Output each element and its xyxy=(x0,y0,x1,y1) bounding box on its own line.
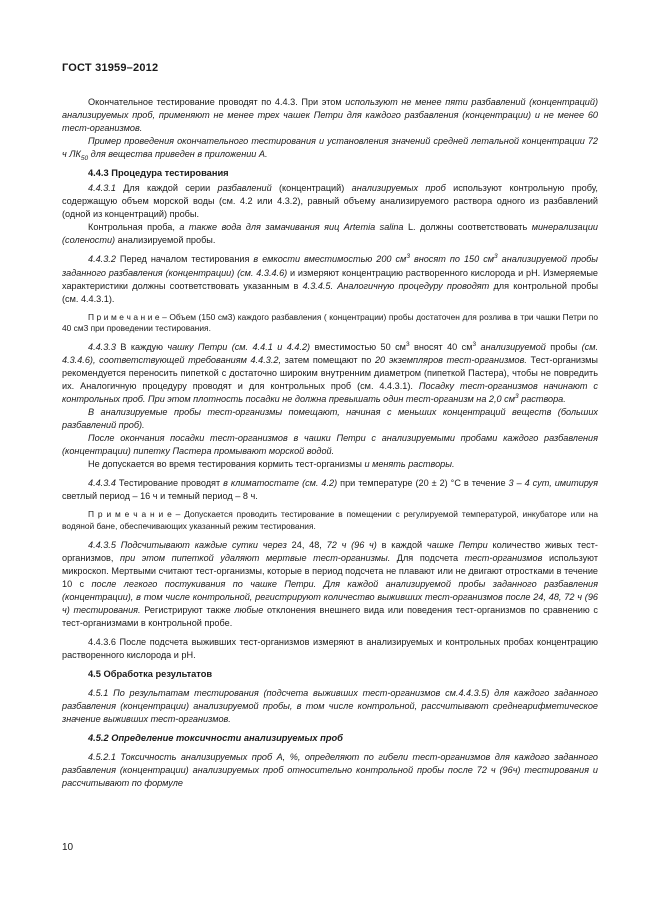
document-body xyxy=(62,96,598,790)
text-segment: 4.5 Обработка результатов xyxy=(88,669,213,680)
text-segment: Регистрируют также xyxy=(140,604,235,615)
text-segment: используют не менее пяти разбавлений (концентраций) анализируемых проб, применяют не менее трех чашек Петри для каждого разбавления (концентрации) и не менее 60 тест-организмов. xyxy=(62,97,598,134)
text-segment: Тестирование проводят xyxy=(115,478,224,489)
text-segment: Окончательное тестирование проводят по 4.4.3. При этом xyxy=(88,97,346,107)
paragraph xyxy=(62,96,598,135)
text-segment: пробы xyxy=(545,341,582,352)
text-segment: тест-организмов xyxy=(464,552,543,563)
section-heading xyxy=(62,167,598,180)
text-segment: (концентраций) xyxy=(271,183,352,194)
page-number: 10 xyxy=(62,842,74,853)
text-segment: чашке Петри xyxy=(426,539,488,550)
text-segment: 4.4.3.6 После подсчета выживших тест-организмов измеряют в анализируемых и контрольных пробах концентрацию растворенного кислорода и рН. xyxy=(62,636,598,660)
text-segment: 4.4.3.5 xyxy=(88,539,116,550)
text-segment: 72 ч (96 ч) xyxy=(326,539,377,550)
text-segment: 4.5.1 По результатам тестирования (подсчета выживших тест-организмов см.4.4.3.5) для каждого заданного разбавления (концентрации) анализируемой пробы, в том числе контрольной, рассчитывают среднеарифметическое значение выживших тест-организмов. xyxy=(62,688,598,725)
text-segment: 4.4.3.2 xyxy=(88,254,116,265)
text-segment: в емкости вместимостью 200 см xyxy=(253,254,407,265)
paragraph xyxy=(62,458,598,471)
text-segment: при этом пипеткой удаляют мертвые тест-организмы. xyxy=(119,552,391,563)
text-segment: 4.4.3.4 xyxy=(88,478,116,489)
text-segment: минерализации (солености) xyxy=(62,222,598,246)
paragraph xyxy=(62,539,598,630)
text-segment: Не допускается во время тестирования кормить тест-организмы xyxy=(88,459,365,470)
document-header: ГОСТ 31959–2012 xyxy=(62,62,159,74)
text-segment: Контрольная проба, xyxy=(88,222,180,233)
paragraph xyxy=(62,341,598,406)
text-segment: для контрольной пробы (см. 4.4.3.1). xyxy=(62,280,599,304)
text-segment: 3 xyxy=(406,253,410,261)
paragraph xyxy=(62,221,598,247)
text-segment: Для подсчета xyxy=(390,552,465,563)
text-segment: Пример проведения окончательного тестирования и установления значений средней летальной концентрации 72 ч ЛК xyxy=(62,136,598,160)
text-segment: чашку Петри (см. 4.4.1 и 4.4.2) xyxy=(167,341,311,352)
text-segment: светлый период – 16 ч и темный период – 8 ч. xyxy=(62,491,258,502)
text-segment: используют микроскоп. Мертвыми считают тест-организмы, которые в период подсчета не плавают или не двигают отростками в течение 10 с xyxy=(62,552,598,589)
text-segment: 3 – 4 сут, имитируя xyxy=(508,478,598,489)
text-segment: 4.4.3.3 xyxy=(88,341,116,352)
text-segment: 3 xyxy=(472,340,477,348)
paragraph xyxy=(62,253,598,305)
text-segment: 3 xyxy=(514,392,519,400)
text-segment: Тест-организмы рекомендуется переносить пипеткой с достаточно широким внутренним диаметром (пипеткой Пастера), чтобы не повредить их. Аналогичную процедуру проводят и для контрольных проб (см. 4.4.3.1). xyxy=(62,354,598,391)
text-segment: После окончания посадки тест-организмов в чашки Петри с анализируемыми пробами каждого разбавления (концентрации) пипетку Пастера промывают морской водой. xyxy=(62,433,598,457)
text-segment: (см. 4.3.4.6), соответствующей требованиям 4.4.3.2, xyxy=(62,341,599,365)
text-segment: 4.5.2.1 Токсичность анализируемых проб А, %, определяют по гибели тест-организмов для каждого заданного разбавления (концентрации) анализируемых проб относительно контрольной пробы после 72 ч (96ч) тестирования и рассчитывают по формуле xyxy=(62,752,598,789)
text-segment: 3 xyxy=(405,340,410,348)
text-segment: анализируемых проб xyxy=(351,183,446,194)
text-segment: В каждую xyxy=(115,341,168,352)
text-segment: 4.4.3 Процедура тестирования xyxy=(88,168,229,179)
paragraph xyxy=(62,432,598,458)
text-segment: Посадку тест-организмов начинают с контрольных проб. При этом плотность посадки не должна превышать один тест-организм на 2,0 см xyxy=(62,380,598,405)
text-segment: в каждой xyxy=(376,539,427,550)
text-segment: В анализируемые пробы тест-организмы помещают, начиная с меньших концентраций веществ (больших разбавлений проб). xyxy=(62,407,598,431)
text-segment: раствора. xyxy=(518,394,566,405)
text-segment: Для каждой серии xyxy=(115,183,218,194)
paragraph xyxy=(62,135,598,161)
text-segment: а также вода для замачивания яиц Artemia salina xyxy=(179,222,404,233)
text-segment: количество живых тест-организмов, xyxy=(62,539,598,563)
note-paragraph xyxy=(62,312,598,335)
paragraph xyxy=(62,182,598,221)
text-segment: любые xyxy=(234,604,264,615)
paragraph xyxy=(62,406,598,432)
paragraph xyxy=(62,751,598,790)
text-segment: 24, 48, xyxy=(286,539,327,550)
text-segment: используют контрольную пробу, содержащую объем морской воды (см. 4.2 или 4.3.2), равный объему анализируемого раствора одного из разбавлений (одной из концентраций) пробы. xyxy=(62,183,598,220)
text-segment: разбавлений xyxy=(217,183,272,194)
text-segment: отклонения внешнего вида или поведения тест-организмов по сравнению с тест-организмами в контрольной пробе. xyxy=(62,604,598,628)
text-segment: 4.5.2 Определение токсичности анализируемых проб xyxy=(88,733,343,744)
text-segment: и измеряют концентрацию растворенного кислорода и рН. Измеряемые характеристики должны соответствовать указанным в xyxy=(62,267,598,291)
paragraph xyxy=(62,636,598,662)
paragraph xyxy=(62,687,598,726)
text-segment: 3 xyxy=(494,253,498,261)
text-segment: анализируемой xyxy=(480,341,546,352)
section-heading xyxy=(62,668,598,681)
text-segment: вносят 40 см xyxy=(409,341,473,352)
section-heading xyxy=(62,732,598,745)
text-segment: и менять растворы. xyxy=(364,459,455,470)
text-segment: Перед началом тестирования xyxy=(115,254,254,265)
text-segment: 4.4.3.1 xyxy=(88,183,116,194)
text-segment: П р и м е ч а н и е – Объем (150 см3) каждого разбавления ( концентрации) пробы достаточен для розлива в три чашки Петри по 40 см3 при проведении тестирования. xyxy=(62,311,598,334)
note-paragraph xyxy=(62,509,598,532)
text-segment: вместимостью 50 см xyxy=(310,341,406,352)
paragraph xyxy=(62,477,598,503)
text-segment: Подсчитывают каждые сутки через xyxy=(120,539,287,550)
text-segment: в климатостате (см. 4.2) xyxy=(223,478,338,489)
text-segment: для вещества приведен в приложении А. xyxy=(88,149,268,160)
text-segment: анализируемой пробы. xyxy=(115,235,216,246)
text-segment: L. должны соответствовать xyxy=(403,222,532,233)
text-segment: 50 xyxy=(80,155,89,163)
text-segment: затем помещают по xyxy=(281,354,375,365)
text-segment: 4.3.4.5. Аналогичную процедуру проводят xyxy=(302,280,490,291)
text-segment: П р и м е ч а н и е – Допускается проводить тестирование в помещении с регулируемой температурой, инкубаторе или на водяной бане, обеспечивающих указанный режим тестирования. xyxy=(62,509,598,531)
text-segment: анализируемой пробы заданного разбавления (концентрации) (см. 4.3.4.6) xyxy=(62,254,598,278)
text-segment: при температуре (20 ± 2) °С в течение xyxy=(337,478,509,489)
text-segment: после легкого постукивания по чашке Петри. Для каждой анализируемой пробы заданного разбавления (концентрации), в том числе контрольной, регистрируют количество выживших тест-организмов после 24, 48, 72 ч (96 ч) тестирования. xyxy=(62,578,598,615)
text-segment: 20 экземпляров тест-организмов. xyxy=(374,354,527,365)
text-segment: вносят по 150 см xyxy=(409,254,495,265)
